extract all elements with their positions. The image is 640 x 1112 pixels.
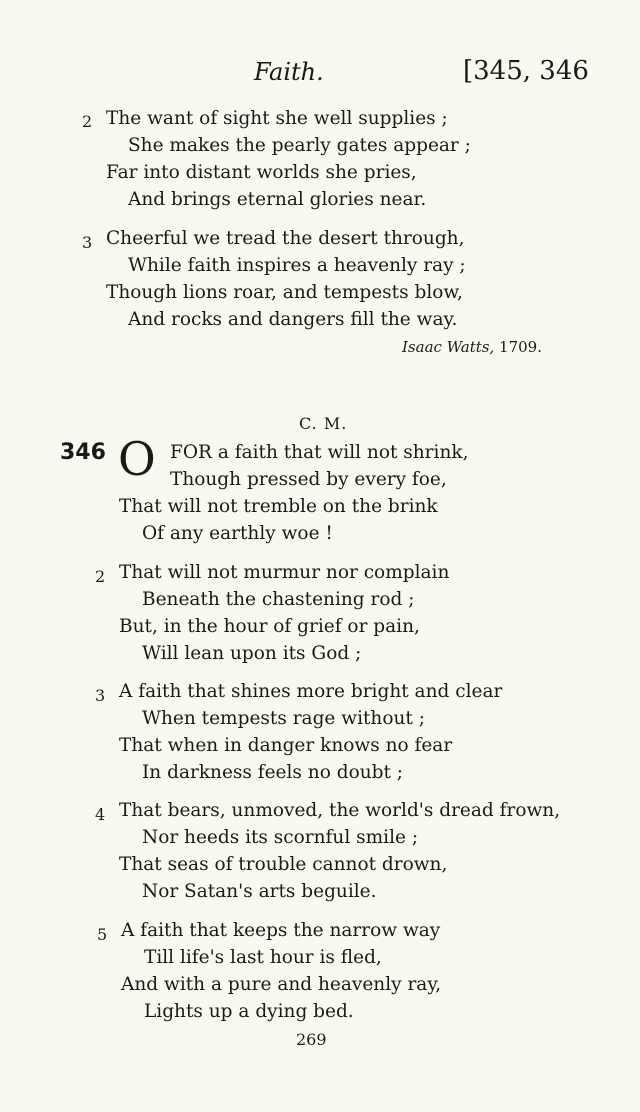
- verse-line: And rocks and dangers fill the way.: [128, 309, 458, 330]
- page-number: 269: [296, 1030, 327, 1049]
- verse-line: Of any earthly woe !: [142, 523, 333, 544]
- verse-number: 3: [82, 233, 93, 252]
- author-year: 1709.: [499, 338, 542, 356]
- verse-line: That will not murmur nor complain: [119, 562, 450, 583]
- verse-line: In darkness feels no doubt ;: [142, 762, 404, 783]
- verse-number: 4: [95, 805, 106, 824]
- drop-cap: O: [118, 432, 156, 486]
- verse-line: A faith that keeps the narrow way: [121, 920, 441, 941]
- verse-line: Though pressed by every foe,: [170, 469, 447, 490]
- verse-number: 2: [82, 112, 93, 131]
- author-name: Isaac Watts,: [402, 338, 495, 356]
- verse-line: When tempests rage without ;: [142, 708, 425, 729]
- verse-line: Beneath the chastening rod ;: [142, 589, 415, 610]
- verse-line: That bears, unmoved, the world's dread frown,: [119, 800, 561, 821]
- verse-line: And with a pure and heavenly ray,: [121, 974, 442, 995]
- verse-line: Will lean upon its God ;: [142, 643, 362, 664]
- verse-number: 2: [95, 567, 106, 586]
- verse-line: Nor Satan's arts beguile.: [142, 881, 377, 902]
- verse-line: But, in the hour of grief or pain,: [119, 616, 420, 637]
- verse-line: Nor heeds its scornful smile ;: [142, 827, 419, 848]
- verse-line: And brings eternal glories near.: [128, 189, 427, 210]
- hymn-range-header: [345, 346: [463, 56, 589, 86]
- verse-line: That will not tremble on the brink: [119, 496, 438, 517]
- verse-line: A faith that shines more bright and clear: [119, 681, 503, 702]
- verse-line: FOR a faith that will not shrink,: [170, 442, 469, 463]
- author-attribution: [402, 338, 542, 356]
- verse-line: She makes the pearly gates appear ;: [128, 135, 471, 156]
- verse-line: That when in danger knows no fear: [119, 735, 453, 756]
- verse-line: Lights up a dying bed.: [144, 1001, 354, 1022]
- verse-line: While faith inspires a heavenly ray ;: [128, 255, 466, 276]
- hymn-number: 346: [60, 440, 106, 465]
- verse-line: Far into distant worlds she pries,: [106, 162, 417, 183]
- verse-line: Though lions roar, and tempests blow,: [106, 282, 463, 303]
- verse-number: 3: [95, 686, 106, 705]
- verse-line: That seas of trouble cannot drown,: [119, 854, 448, 875]
- verse-line: Till life's last hour is fled,: [144, 947, 382, 968]
- verse-line: Cheerful we tread the desert through,: [106, 228, 465, 249]
- running-title: Faith.: [254, 58, 324, 86]
- meter-label: C. M.: [299, 414, 348, 433]
- verse-line: The want of sight she well supplies ;: [106, 108, 448, 129]
- verse-number: 5: [97, 925, 108, 944]
